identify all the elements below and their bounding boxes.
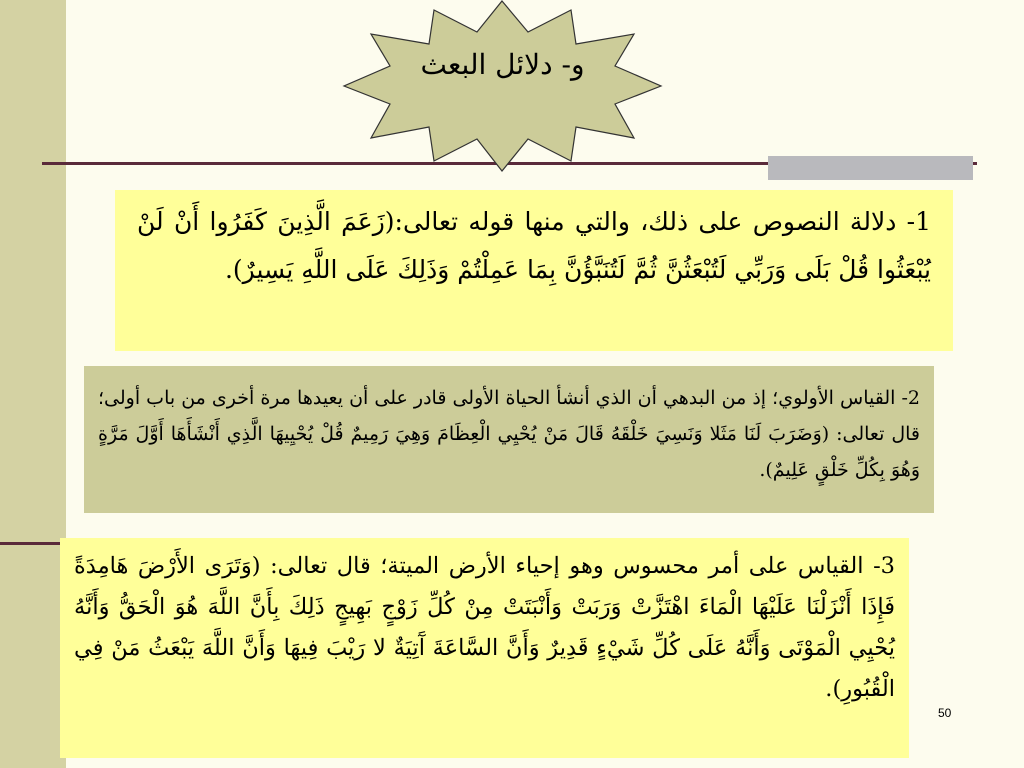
side-band <box>0 0 66 768</box>
paragraph-2: 2- القياس الأولوي؛ إذ من البدهي أن الذي أنشأ الحياة الأولى قادر على أن يعيدها مرة أخرى من باب أولى؛ قال تعالى: (وَضَرَبَ لَنَا مَثَلا وَنَسِيَ خَلْقَهُ قَالَ مَنْ يُحْيِي الْعِظَامَ وَهِيَ رَمِيمٌ قُلْ يُحْيِيهَا الَّذِي أَنْشَأَهَا أَوَّلَ مَرَّةٍ وَهُوَ بِكُلِّ خَلْقٍ عَلِيمٌ). <box>84 366 934 513</box>
grey-accent-bar <box>768 156 973 180</box>
paragraph-3: 3- القياس على أمر محسوس وهو إحياء الأرض الميتة؛ قال تعالى: (وَتَرَى الأَرْضَ هَامِدَةً فَإِذَا أَنْزَلْنَا عَلَيْهَا الْمَاءَ اهْتَزَّتْ وَرَبَتْ وَأَنْبَتَتْ مِنْ كُلِّ زَوْجٍ بَهِيجٍ ذَلِكَ بِأَنَّ اللَّهَ هُوَ الْحَقُّ وَأَنَّهُ يُحْيِي الْمَوْتَى وَأَنَّهُ عَلَى كُلِّ شَيْءٍ قَدِيرٌ وَأَنَّ السَّاعَةَ آَتِيَةٌ لا رَيْبَ فِيهَا وَأَنَّ اللَّهَ يَبْعَثُ مَنْ فِي الْقُبُورِ). <box>60 538 909 758</box>
paragraph-1: 1- دلالة النصوص على ذلك، والتي منها قوله تعالى:(زَعَمَ الَّذِينَ كَفَرُوا أَنْ لَنْ يُبْعَثُوا قُلْ بَلَى وَرَبِّي لَتُبْعَثُنَّ ثُمَّ لَتُنَبَّؤُنَّ بِمَا عَمِلْتُمْ وَذَلِكَ عَلَى اللَّهِ يَسِيرٌ). <box>115 190 953 351</box>
title-star-shape <box>340 0 665 172</box>
slide-title: و- دلائل البعث <box>420 48 585 81</box>
page-number: 50 <box>938 706 952 720</box>
